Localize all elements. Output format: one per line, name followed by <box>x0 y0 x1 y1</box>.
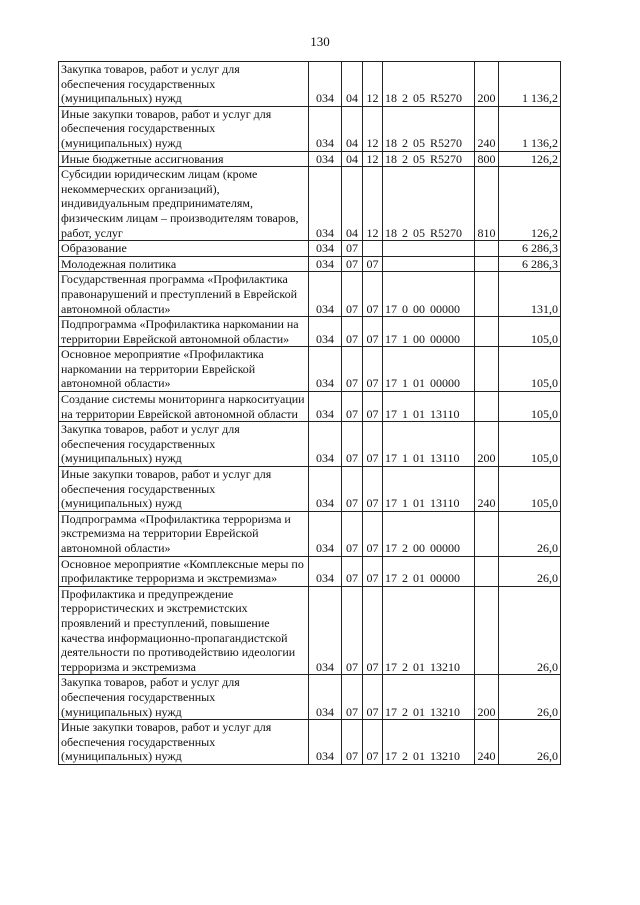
row-admin-code-cell: 034 <box>309 317 342 347</box>
row-admin-code-cell: 034 <box>309 675 342 720</box>
table-row <box>59 167 561 241</box>
row-sum-cell: 26,0 <box>499 675 561 720</box>
row-admin-code-cell: 034 <box>309 167 342 241</box>
row-expense-type-cell <box>475 511 499 556</box>
row-target-article-cell <box>383 256 475 272</box>
table-row <box>59 256 561 272</box>
row-name-cell: Закупка товаров, работ и услуг для обеспечения государственных (муниципальных) нужд <box>59 422 309 467</box>
row-subsection-code-cell: 07 <box>363 422 383 467</box>
row-sum-cell: 6 286,3 <box>499 241 561 257</box>
row-name-cell: Профилактика и предупреждение террористических и экстремистских проявлений и преступлений, повышение качества информационно-пропагандистской деятельности по противодействию идеологии терроризма и экстремизма <box>59 586 309 675</box>
row-sum-cell: 26,0 <box>499 586 561 675</box>
row-target-article-cell: 17 1 01 13110 <box>383 392 475 422</box>
row-admin-code-cell: 034 <box>309 392 342 422</box>
row-section-code-cell: 07 <box>342 467 363 512</box>
row-sum-cell: 1 136,2 <box>499 62 561 107</box>
row-section-code-cell: 07 <box>342 272 363 317</box>
row-subsection-code-cell: 12 <box>363 167 383 241</box>
row-admin-code-cell: 034 <box>309 241 342 257</box>
row-section-code-cell: 07 <box>342 317 363 347</box>
row-expense-type-cell <box>475 392 499 422</box>
row-sum-cell: 26,0 <box>499 511 561 556</box>
row-section-code-cell: 04 <box>342 167 363 241</box>
row-subsection-code-cell: 07 <box>363 272 383 317</box>
row-section-code-cell: 07 <box>342 720 363 765</box>
row-name-cell: Образование <box>59 241 309 257</box>
row-target-article-cell: 17 0 00 00000 <box>383 272 475 317</box>
row-admin-code-cell: 034 <box>309 511 342 556</box>
page-number: 130 <box>310 34 330 49</box>
row-admin-code-cell: 034 <box>309 151 342 167</box>
row-target-article-cell: 17 2 01 13210 <box>383 675 475 720</box>
row-subsection-code-cell: 07 <box>363 317 383 347</box>
row-expense-type-cell <box>475 317 499 347</box>
row-target-article-cell: 17 1 00 00000 <box>383 317 475 347</box>
row-subsection-code-cell: 07 <box>363 675 383 720</box>
row-admin-code-cell: 034 <box>309 422 342 467</box>
row-subsection-code-cell: 07 <box>363 347 383 392</box>
row-subsection-code-cell: 07 <box>363 256 383 272</box>
row-expense-type-cell: 240 <box>475 106 499 151</box>
row-section-code-cell: 07 <box>342 511 363 556</box>
row-expense-type-cell: 200 <box>475 675 499 720</box>
table-row <box>59 317 561 347</box>
row-expense-type-cell <box>475 241 499 257</box>
row-name-cell: Иные бюджетные ассигнования <box>59 151 309 167</box>
budget-table-body <box>59 62 561 765</box>
row-section-code-cell: 04 <box>342 106 363 151</box>
row-subsection-code-cell: 07 <box>363 720 383 765</box>
row-admin-code-cell: 034 <box>309 720 342 765</box>
row-target-article-cell: 17 2 00 00000 <box>383 511 475 556</box>
table-row <box>59 675 561 720</box>
table-row <box>59 422 561 467</box>
row-target-article-cell: 17 1 01 00000 <box>383 347 475 392</box>
table-row <box>59 106 561 151</box>
row-expense-type-cell: 200 <box>475 422 499 467</box>
row-target-article-cell: 17 1 01 13110 <box>383 467 475 512</box>
row-name-cell: Подпрограмма «Профилактика терроризма и экстремизма на территории Еврейской автономной области» <box>59 511 309 556</box>
row-target-article-cell <box>383 241 475 257</box>
row-sum-cell: 6 286,3 <box>499 256 561 272</box>
row-name-cell: Закупка товаров, работ и услуг для обеспечения государственных (муниципальных) нужд <box>59 62 309 107</box>
table-row <box>59 62 561 107</box>
row-subsection-code-cell: 07 <box>363 511 383 556</box>
row-expense-type-cell <box>475 556 499 586</box>
row-expense-type-cell: 240 <box>475 720 499 765</box>
row-name-cell: Подпрограмма «Профилактика наркомании на территории Еврейской автономной области» <box>59 317 309 347</box>
row-target-article-cell: 18 2 05 R5270 <box>383 106 475 151</box>
row-admin-code-cell: 034 <box>309 272 342 317</box>
table-row <box>59 151 561 167</box>
row-expense-type-cell: 810 <box>475 167 499 241</box>
row-name-cell: Основное мероприятие «Комплексные меры по профилактике терроризма и экстремизма» <box>59 556 309 586</box>
row-name-cell: Молодежная политика <box>59 256 309 272</box>
row-sum-cell: 105,0 <box>499 347 561 392</box>
budget-table <box>58 61 561 765</box>
table-row <box>59 272 561 317</box>
row-sum-cell: 26,0 <box>499 720 561 765</box>
row-expense-type-cell <box>475 586 499 675</box>
row-sum-cell: 105,0 <box>499 467 561 512</box>
row-subsection-code-cell: 12 <box>363 62 383 107</box>
row-admin-code-cell: 034 <box>309 467 342 512</box>
row-section-code-cell: 07 <box>342 241 363 257</box>
row-section-code-cell: 07 <box>342 347 363 392</box>
row-admin-code-cell: 034 <box>309 556 342 586</box>
row-name-cell: Основное мероприятие «Профилактика наркомании на территории Еврейской автономной области» <box>59 347 309 392</box>
row-section-code-cell: 07 <box>342 556 363 586</box>
row-target-article-cell: 17 2 01 13210 <box>383 586 475 675</box>
row-section-code-cell: 07 <box>342 422 363 467</box>
row-sum-cell: 26,0 <box>499 556 561 586</box>
row-sum-cell: 126,2 <box>499 167 561 241</box>
row-subsection-code-cell: 12 <box>363 151 383 167</box>
table-row <box>59 556 561 586</box>
row-target-article-cell: 17 2 01 13210 <box>383 720 475 765</box>
row-section-code-cell: 07 <box>342 392 363 422</box>
table-row <box>59 347 561 392</box>
row-sum-cell: 105,0 <box>499 422 561 467</box>
table-row <box>59 241 561 257</box>
row-sum-cell: 126,2 <box>499 151 561 167</box>
row-subsection-code-cell: 07 <box>363 586 383 675</box>
row-target-article-cell: 17 1 01 13110 <box>383 422 475 467</box>
row-admin-code-cell: 034 <box>309 586 342 675</box>
row-target-article-cell: 18 2 05 R5270 <box>383 62 475 107</box>
row-section-code-cell: 04 <box>342 62 363 107</box>
row-target-article-cell: 18 2 05 R5270 <box>383 151 475 167</box>
row-name-cell: Создание системы мониторинга наркоситуации на территории Еврейской автономной области <box>59 392 309 422</box>
row-section-code-cell: 07 <box>342 675 363 720</box>
row-section-code-cell: 07 <box>342 256 363 272</box>
row-subsection-code-cell: 07 <box>363 467 383 512</box>
row-expense-type-cell: 240 <box>475 467 499 512</box>
table-row <box>59 467 561 512</box>
row-expense-type-cell: 800 <box>475 151 499 167</box>
row-name-cell: Иные закупки товаров, работ и услуг для обеспечения государственных (муниципальных) нужд <box>59 467 309 512</box>
row-expense-type-cell <box>475 347 499 392</box>
row-section-code-cell: 07 <box>342 586 363 675</box>
row-name-cell: Государственная программа «Профилактика правонарушений и преступлений в Еврейской автономной области» <box>59 272 309 317</box>
row-expense-type-cell <box>475 256 499 272</box>
row-name-cell: Иные закупки товаров, работ и услуг для обеспечения государственных (муниципальных) нужд <box>59 720 309 765</box>
row-section-code-cell: 04 <box>342 151 363 167</box>
row-subsection-code-cell: 12 <box>363 106 383 151</box>
row-name-cell: Закупка товаров, работ и услуг для обеспечения государственных (муниципальных) нужд <box>59 675 309 720</box>
row-subsection-code-cell: 07 <box>363 392 383 422</box>
row-admin-code-cell: 034 <box>309 256 342 272</box>
table-row <box>59 392 561 422</box>
row-subsection-code-cell <box>363 241 383 257</box>
row-admin-code-cell: 034 <box>309 62 342 107</box>
row-target-article-cell: 18 2 05 R5270 <box>383 167 475 241</box>
row-expense-type-cell: 200 <box>475 62 499 107</box>
table-row <box>59 720 561 765</box>
row-target-article-cell: 17 2 01 00000 <box>383 556 475 586</box>
row-expense-type-cell <box>475 272 499 317</box>
table-row <box>59 511 561 556</box>
row-sum-cell: 105,0 <box>499 392 561 422</box>
row-admin-code-cell: 034 <box>309 347 342 392</box>
table-row <box>59 586 561 675</box>
row-sum-cell: 131,0 <box>499 272 561 317</box>
row-name-cell: Субсидии юридическим лицам (кроме некоммерческих организаций), индивидуальным предпринимателям, физическим лицам – производителям товаров, работ, услуг <box>59 167 309 241</box>
row-name-cell: Иные закупки товаров, работ и услуг для обеспечения государственных (муниципальных) нужд <box>59 106 309 151</box>
row-sum-cell: 1 136,2 <box>499 106 561 151</box>
row-subsection-code-cell: 07 <box>363 556 383 586</box>
row-sum-cell: 105,0 <box>499 317 561 347</box>
row-admin-code-cell: 034 <box>309 106 342 151</box>
